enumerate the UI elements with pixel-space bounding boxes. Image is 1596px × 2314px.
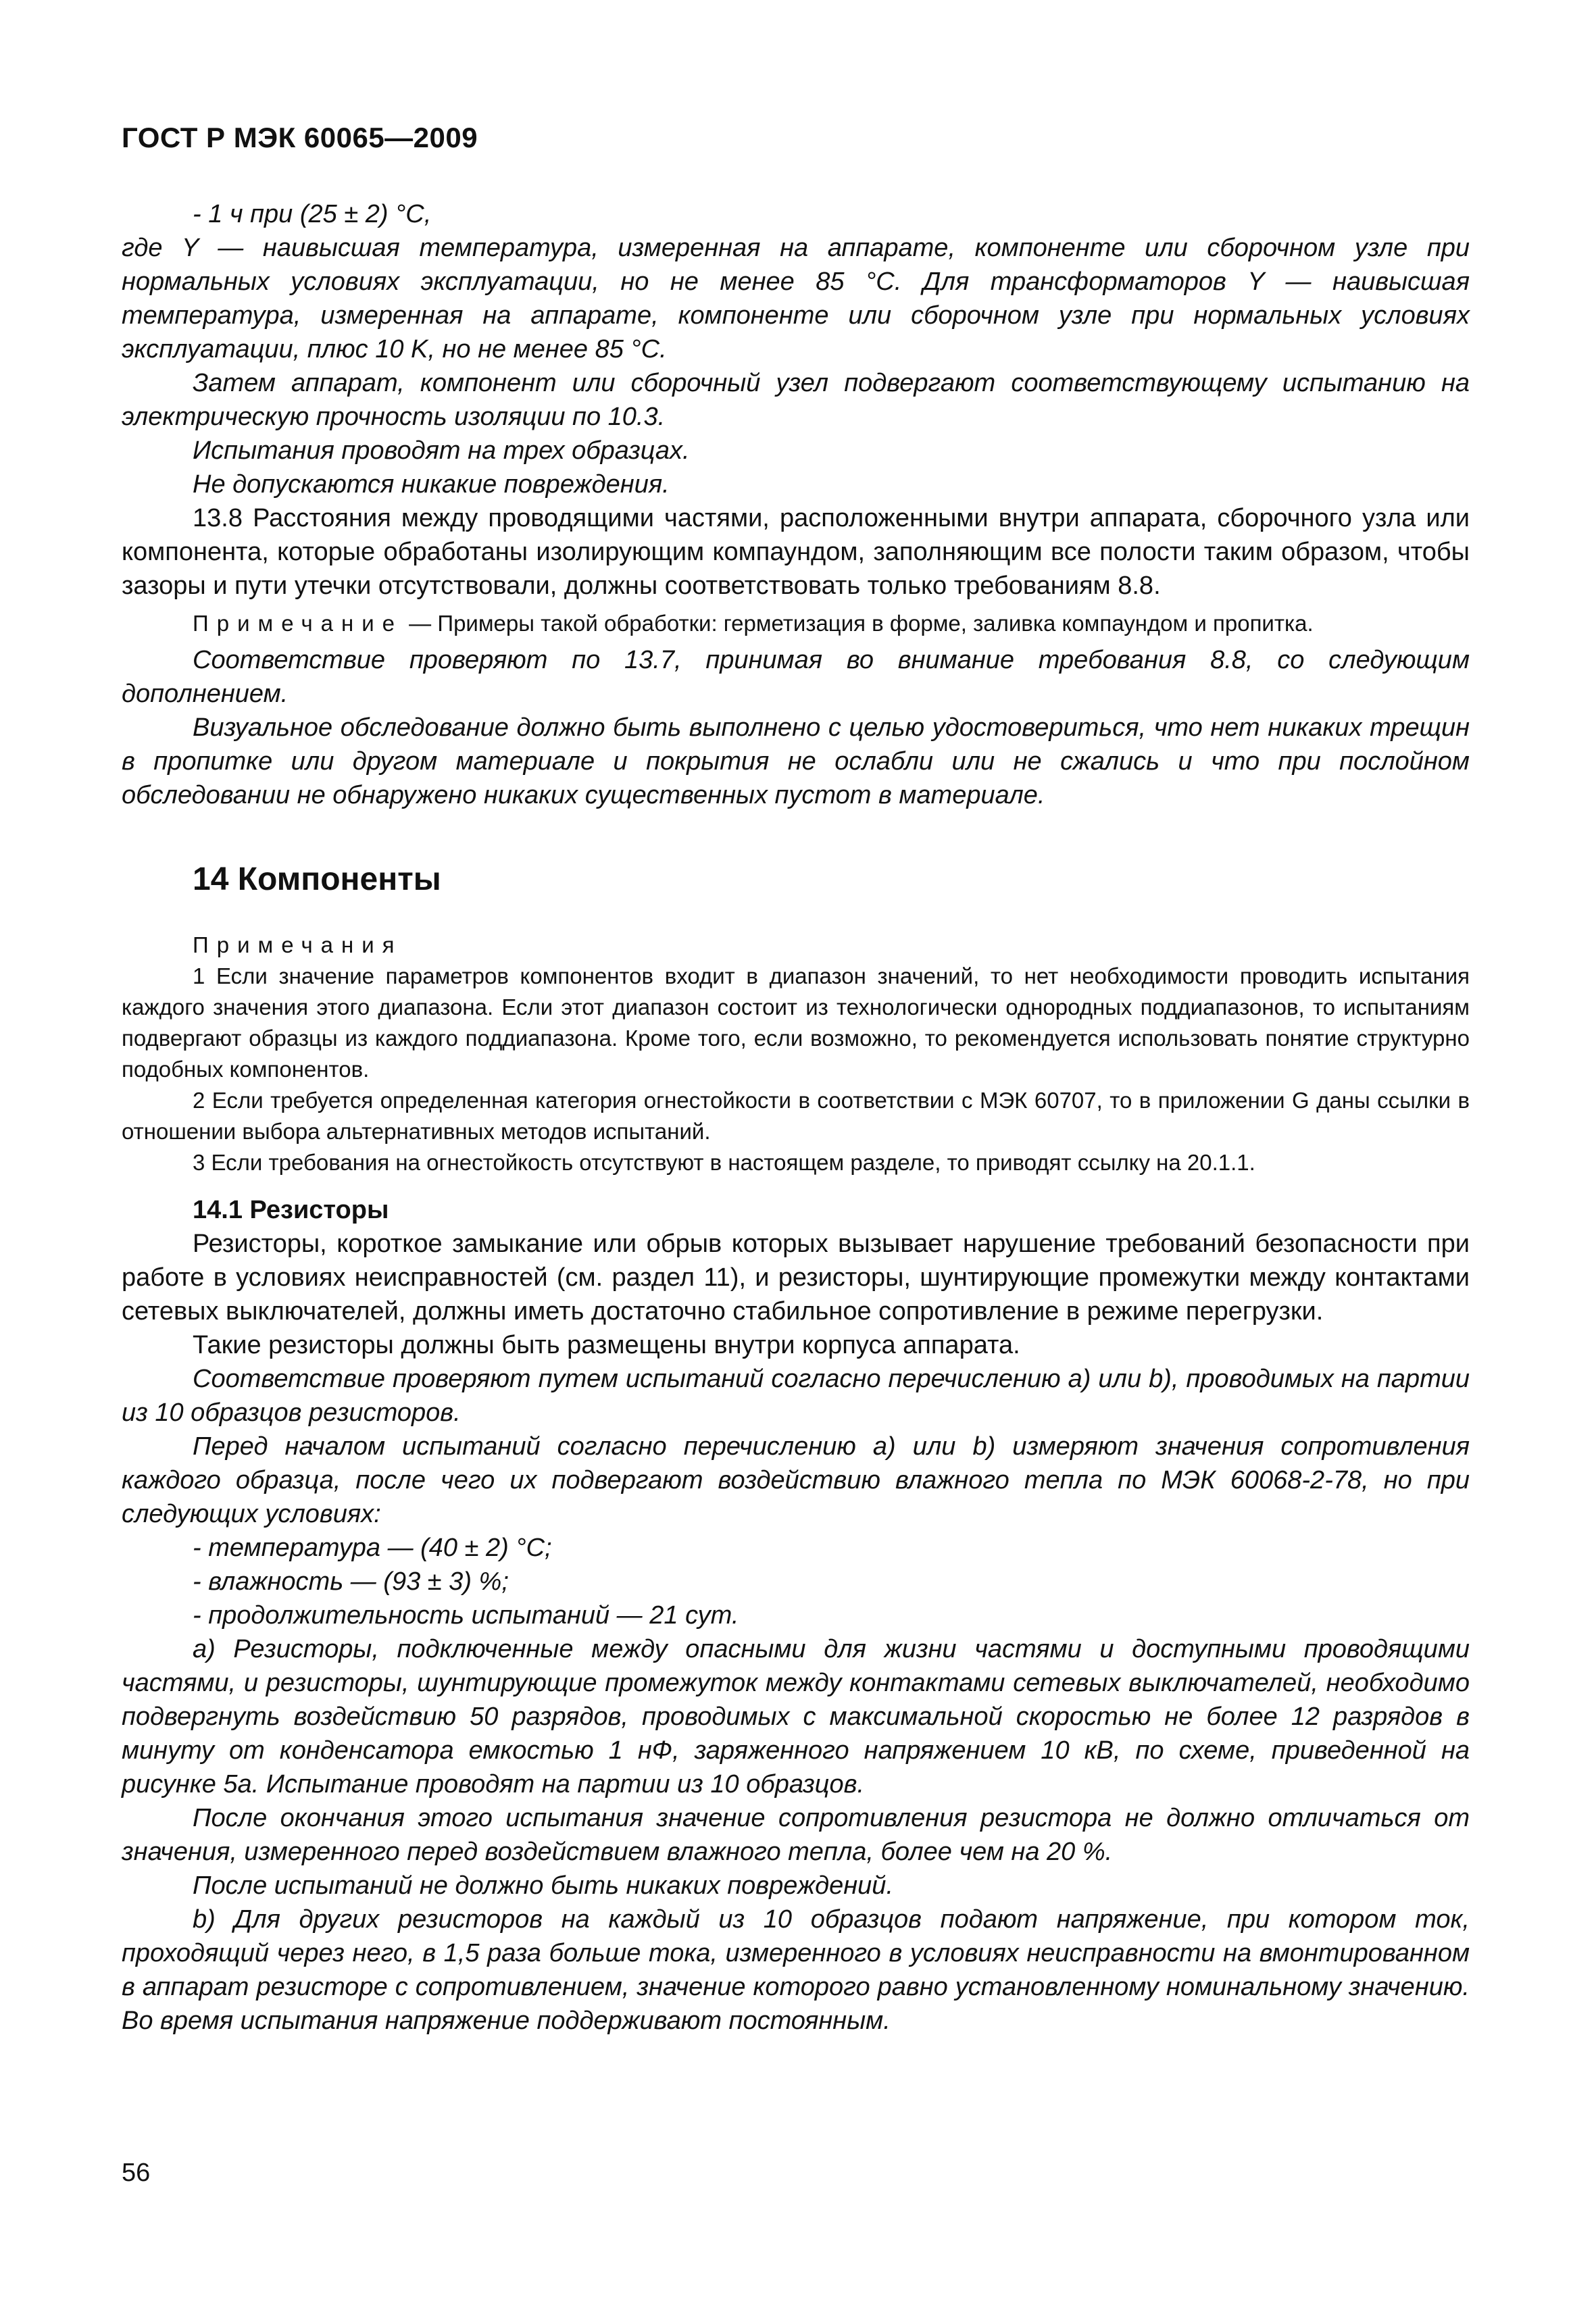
note-text: — Примеры такой обработки: герметизация в форме, заливка компаундом и пропитка.: [403, 611, 1314, 636]
list-item: - влажность — (93 ± 3) %;: [193, 1567, 509, 1596]
document-body: [122, 197, 1470, 2038]
paragraph: После окончания этого испытания значение сопротивления резистора не должно отличаться от значения, измеренного перед воздействием влажного тепла, более чем на 20 %.: [122, 1804, 1470, 1866]
paragraph: - 1 ч при (25 ± 2) °С,: [193, 200, 432, 228]
paragraph: где Y — наивысшая температура, измеренная на аппарате, компоненте или сборочном узле при нормальных условиях эксплуатации, но не менее 85 °С. Для трансформаторов Y — наивысшая температура, измеренная на аппарате, компоненте или сборочном узле при нормальных условиях эксплуатации, плюс 10 K, но не менее 85 °С.: [122, 234, 1470, 363]
paragraph: а) Резисторы, подключенные между опасными для жизни частями и доступными проводящими частями, и резисторы, шунтирующие промежуток между контактами сетевых выключателей, необходимо подвергнуть воздействию 50 разрядов, проводимых с максимальной скоростью не более 12 разрядов в минуту от конденсатора емкостью 1 нФ, заряженного напряжением 10 кВ, по схеме, приведенной на рисунке 5а. Испытание проводят на партии из 10 образцов.: [122, 1635, 1470, 1799]
notes-title: Примечания: [193, 932, 403, 957]
list-item: - температура — (40 ± 2) °С;: [193, 1534, 552, 1562]
paragraph: Затем аппарат, компонент или сборочный узел подвергают соответствующему испытанию на электрическую прочность изоляции по 10.3.: [122, 369, 1470, 431]
paragraph: b) Для других резисторов на каждый из 10 образцов подают напряжение, при котором ток, проходящий через него, в 1,5 раза больше тока, измеренного в условиях неисправности на вмонтированном в аппарат резисторе с сопротивлением, значение которого равно установленному номинальному значению. Во время испытания напряжение поддерживают постоянным.: [122, 1905, 1470, 2035]
section-heading: 14 Компоненты: [193, 861, 441, 897]
note: [122, 608, 1470, 639]
paragraph-13-8: 13.8 Расстояния между проводящими частями, расположенными внутри аппарата, сборочного узла или компонента, которые обработаны изолирующим компаундом, заполняющим все полости таким образом, чтобы зазоры и пути утечки отсутствовали, должны соответствовать только требованиям 8.8.: [122, 504, 1470, 600]
paragraph: Соответствие проверяют по 13.7, принимая во внимание требования 8.8, со следующим дополнением.: [122, 646, 1470, 708]
paragraph: Перед началом испытаний согласно перечислению а) или b) измеряют значения сопротивления каждого образца, после чего их подвергают воздействию влажного тепла по МЭК 60068-2-78, но при следующих условиях:: [122, 1432, 1470, 1528]
subsection-heading: 14.1 Резисторы: [193, 1196, 389, 1224]
note-item: 3 Если требования на огнестойкость отсутствуют в настоящем разделе, то приводят ссылку на 20.1.1.: [193, 1150, 1255, 1175]
paragraph: Испытания проводят на трех образцах.: [193, 436, 690, 465]
paragraph: Резисторы, короткое замыкание или обрыв которых вызывает нарушение требований безопасности при работе в условиях неисправностей (см. раздел 11), и резисторы, шунтирующие промежутки между контактами сетевых выключателей, должны иметь достаточно стабильное сопротивление в режиме перегрузки.: [122, 1230, 1470, 1326]
paragraph: Такие резисторы должны быть размещены внутри корпуса аппарата.: [193, 1331, 1020, 1359]
page-number: 56: [122, 2159, 151, 2187]
note-item: 1 Если значение параметров компонентов входит в диапазон значений, то нет необходимости проводить испытания каждого значения этого диапазона. Если этот диапазон состоит из технологически однородных поддиапазонов, то испытаниям подвергают образцы из каждого поддиапазона. Кроме того, если возможно, то рекомендуется использовать понятие структурно подобных компонентов.: [122, 963, 1470, 1082]
note-label: Примечание: [193, 611, 403, 636]
paragraph: Соответствие проверяют путем испытаний согласно перечислению а) или b), проводимых на партии из 10 образцов резисторов.: [122, 1365, 1470, 1427]
paragraph: Визуальное обследование должно быть выполнено с целью удостовериться, что нет никаких трещин в пропитке или другом материале и покрытия не ослабли или не сжались и что при послойном обследовании не обнаружено никаких существенных пустот в материале.: [122, 713, 1470, 809]
paragraph: После испытаний не должно быть никаких повреждений.: [193, 1871, 894, 1900]
list-item: - продолжительность испытаний — 21 сут.: [193, 1601, 739, 1630]
document-header: ГОСТ Р МЭК 60065—2009: [122, 122, 478, 153]
note-item: 2 Если требуется определенная категория огнестойкости в соответствии с МЭК 60707, то в приложении G даны ссылки в отношении выбора альтернативных методов испытаний.: [122, 1088, 1470, 1144]
paragraph: Не допускаются никакие повреждения.: [193, 470, 670, 499]
